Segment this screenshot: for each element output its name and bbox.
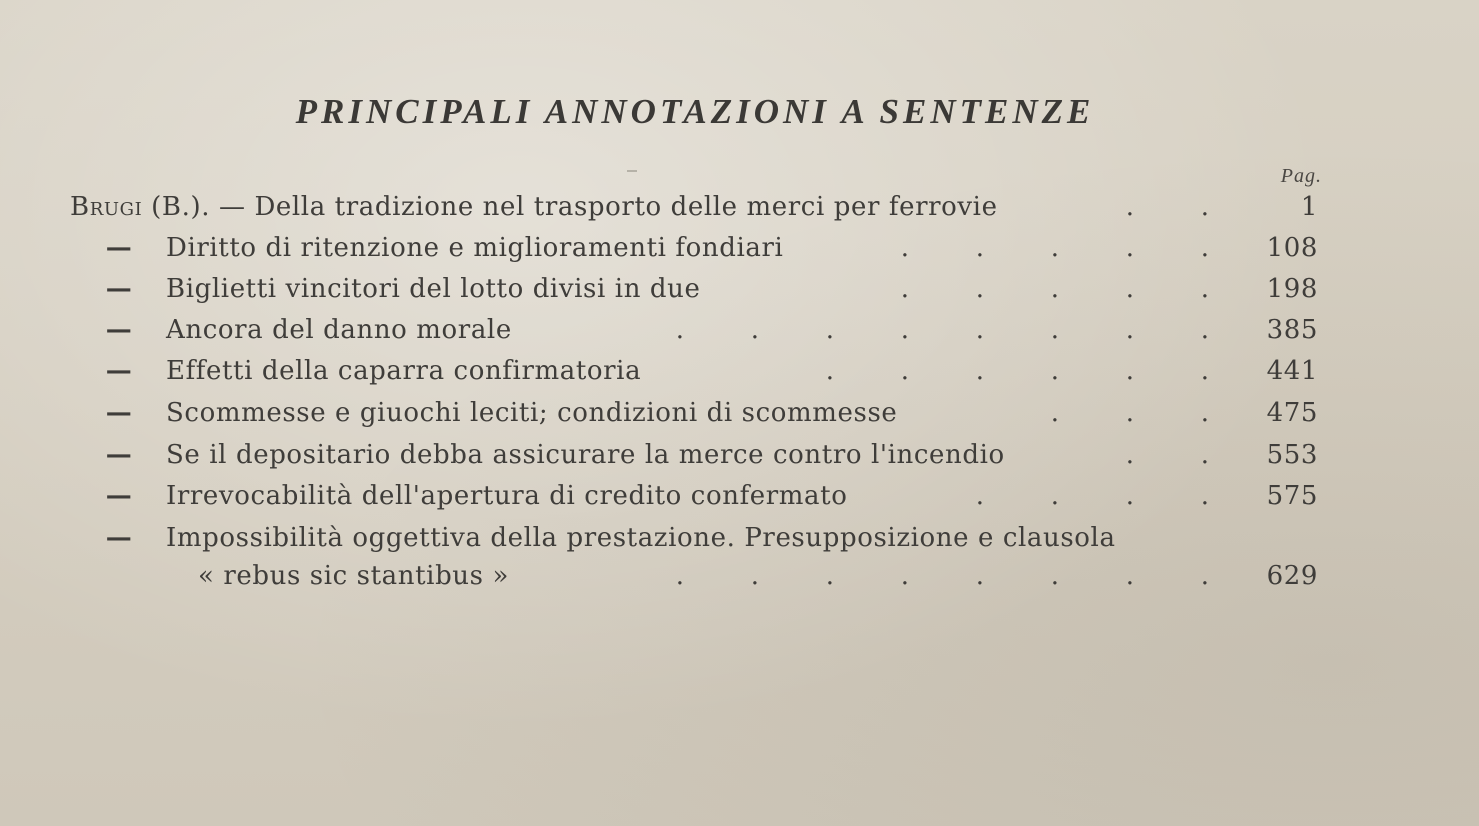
entry-page-number: 475 [1266,398,1318,428]
index-entry [0,352,1479,390]
leader-dots: . . [1125,440,1209,470]
index-entry [0,394,1479,432]
leader-dots: . . . . . . [825,356,1209,386]
entry-author: Brugi (B.). — [70,192,246,222]
page-title: PRINCIPALI ANNOTAZIONI A SENTENZE [295,92,1095,131]
entry-title: Biglietti vincitori del lotto divisi in due [166,274,701,304]
index-entry [0,270,1479,308]
leader-dots: . . . . [975,481,1209,511]
entry-page-number: 385 [1266,315,1318,345]
leader-dots: . . . [1050,398,1209,428]
entry-dash: — [105,356,133,386]
entry-title: Diritto di ritenzione e miglioramenti fondiari [166,233,784,263]
entry-title-continuation: « rebus sic stantibus » [198,561,509,591]
entry-dash: — [105,523,133,553]
index-entry [0,229,1479,267]
leader-dots: . . . . . [900,274,1209,304]
entry-title: Impossibilità oggettiva della prestazione. Presupposizione e clausola [166,523,1116,553]
entry-dash: — [105,398,133,428]
entry-title: Effetti della caparra confirmatoria [166,356,642,386]
leader-dots: . . [1125,192,1209,222]
entry-title: Se il depositario debba assicurare la merce contro l'incendio [166,440,1005,470]
entry-page-number: 553 [1266,440,1318,470]
entry-dash: — [105,233,133,263]
index-entry [0,436,1479,474]
entry-author-and-title [70,188,998,226]
entry-page-number: 575 [1266,481,1318,511]
index-entry [0,311,1479,349]
leader-dots: . . . . . . . . [675,561,1209,591]
leader-dots: . . . . . [900,233,1209,263]
entry-page-number: 629 [1266,561,1318,591]
entry-dash: — [105,315,133,345]
entry-page-number: 198 [1266,274,1318,304]
entry-dash: — [105,440,133,470]
page-column-label: Pag. [1280,165,1322,187]
index-entry-continuation [0,557,1479,595]
ink-smudge [627,170,637,172]
leader-dots: . . . . . . . . [675,315,1209,345]
entry-dash: — [105,274,133,304]
entry-title: Ancora del danno morale [166,315,512,345]
entry-page-number: 1 [1300,192,1318,222]
entry-title: Della tradizione nel trasporto delle merci per ferrovie [254,192,998,222]
entry-page-number: 441 [1266,356,1318,386]
entry-title: Irrevocabilità dell'apertura di credito confermato [166,481,848,511]
entry-title: Scommesse e giuochi leciti; condizioni di scommesse [166,398,898,428]
entry-page-number: 108 [1266,233,1318,263]
entry-dash: — [105,481,133,511]
index-entry [0,519,1479,557]
index-entry [0,188,1479,226]
index-entry [0,477,1479,515]
